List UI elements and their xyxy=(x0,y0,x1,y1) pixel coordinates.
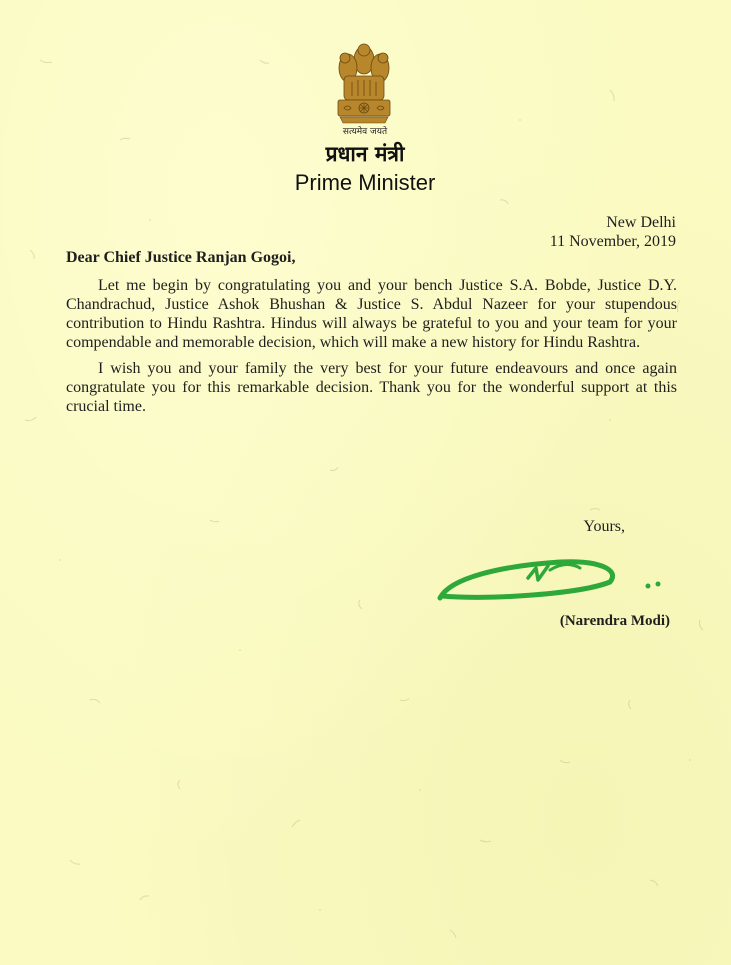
emblem-motto: सत्यमेव जयते xyxy=(342,127,388,137)
office-title-english: Prime Minister xyxy=(294,170,436,195)
signatory-name: (Narendra Modi) xyxy=(559,613,670,629)
place-date-block xyxy=(550,213,676,251)
closing: Yours, xyxy=(583,518,625,535)
body-paragraph: Let me begin by congratulating you and your bench Justice S.A. Bobde, Justice D.Y. Chandrachud, Justice Ashok Bhushan & Justice S. Abdul Nazeer for your stupendous contribution to Hindu Rashtra. Hindus will always be grateful to you and your team for your compendable and memorable decision, which will make a new history for Hindu Rashtra. xyxy=(66,277,677,351)
national-emblem-icon xyxy=(330,38,398,138)
place: New Delhi xyxy=(606,214,676,231)
body-paragraph: I wish you and your family the very best for your future endeavours and once again congratulate you for this remarkable decision. Thank you for the wonderful support at this crucial time. xyxy=(66,360,677,415)
salutation: Dear Chief Justice Ranjan Gogoi, xyxy=(66,249,296,266)
date: 11 November, 2019 xyxy=(549,233,676,250)
signature-icon xyxy=(430,548,670,608)
letter-body xyxy=(66,276,677,423)
office-title-hindi: प्रधान मंत्री xyxy=(325,142,405,166)
